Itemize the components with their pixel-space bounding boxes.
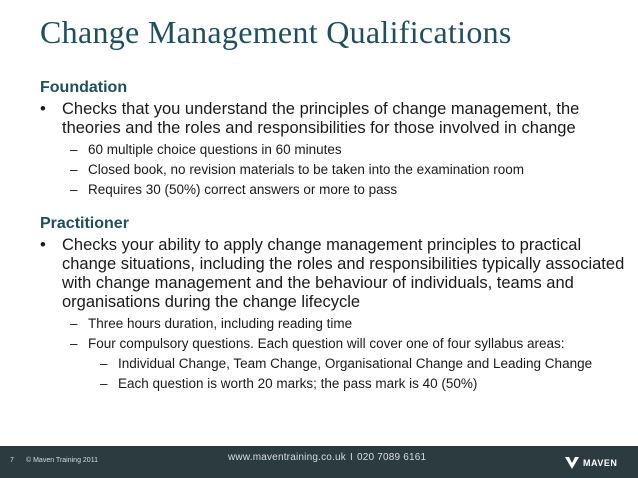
sub-bullet (40, 142, 630, 158)
maven-logo (565, 455, 617, 471)
bullet-foundation (40, 100, 630, 138)
section-gap (40, 198, 630, 214)
logo-text: MAVEN (583, 458, 618, 468)
website-link[interactable]: www.maventraining.co.uk (228, 452, 346, 463)
sub-sub-bullet-text: Individual Change, Team Change, Organisational Change and Leading Change (118, 356, 593, 371)
page-number: 7 (10, 457, 14, 464)
footer-contact (228, 452, 426, 463)
bullet-text: Checks that you understand the principles of change management, the theories and the roles and responsibilities for those involved in change (62, 100, 580, 137)
sub-sub-bullet-text: Each question is worth 20 marks; the pass mark is 40 (50%) (118, 376, 478, 391)
copyright-text: © Maven Training 2011 (26, 457, 98, 464)
sub-bullet (40, 162, 630, 178)
sub-bullet-text: Closed book, no revision materials to be taken into the examination room (88, 162, 524, 177)
phone-number: 020 7089 6161 (356, 452, 427, 463)
dash-marker: – (70, 336, 78, 351)
footer-separator: I (349, 452, 353, 463)
dash-marker: – (70, 162, 78, 177)
footer-bar (0, 446, 638, 478)
bullet-text: Checks your ability to apply change management principles to practical change situations, including the roles and responsibilities typically associated with change management and the behaviour of individuals, teams and organisations during the change lifecycle (62, 236, 625, 311)
sub-bullet (40, 316, 630, 332)
bullet-marker: • (40, 236, 46, 254)
sub-bullet (40, 336, 630, 352)
section-heading-practitioner: Practitioner (40, 215, 129, 232)
bullet-marker: • (40, 100, 46, 118)
dash-marker: – (100, 356, 108, 371)
dash-marker: – (70, 182, 78, 197)
sub-bullet-text: 60 multiple choice questions in 60 minutes (88, 142, 342, 157)
sub-sub-bullet (40, 356, 630, 372)
slide-title: Change Management Qualifications (40, 14, 512, 50)
dash-marker: – (100, 376, 108, 391)
sub-bullet-text: Four compulsory questions. Each question will cover one of four syllabus areas: (88, 336, 565, 351)
sub-bullet (40, 182, 630, 198)
section-heading-foundation: Foundation (40, 79, 128, 96)
maven-chevron-logo-icon (565, 457, 579, 469)
dash-marker: – (70, 142, 78, 157)
dash-marker: – (70, 316, 78, 331)
sub-sub-bullet (40, 376, 630, 392)
sub-bullet-text: Requires 30 (50%) correct answers or more to pass (88, 182, 398, 197)
slide-content (40, 78, 630, 392)
sub-bullet-text: Three hours duration, including reading time (88, 316, 353, 331)
bullet-practitioner (40, 236, 630, 312)
